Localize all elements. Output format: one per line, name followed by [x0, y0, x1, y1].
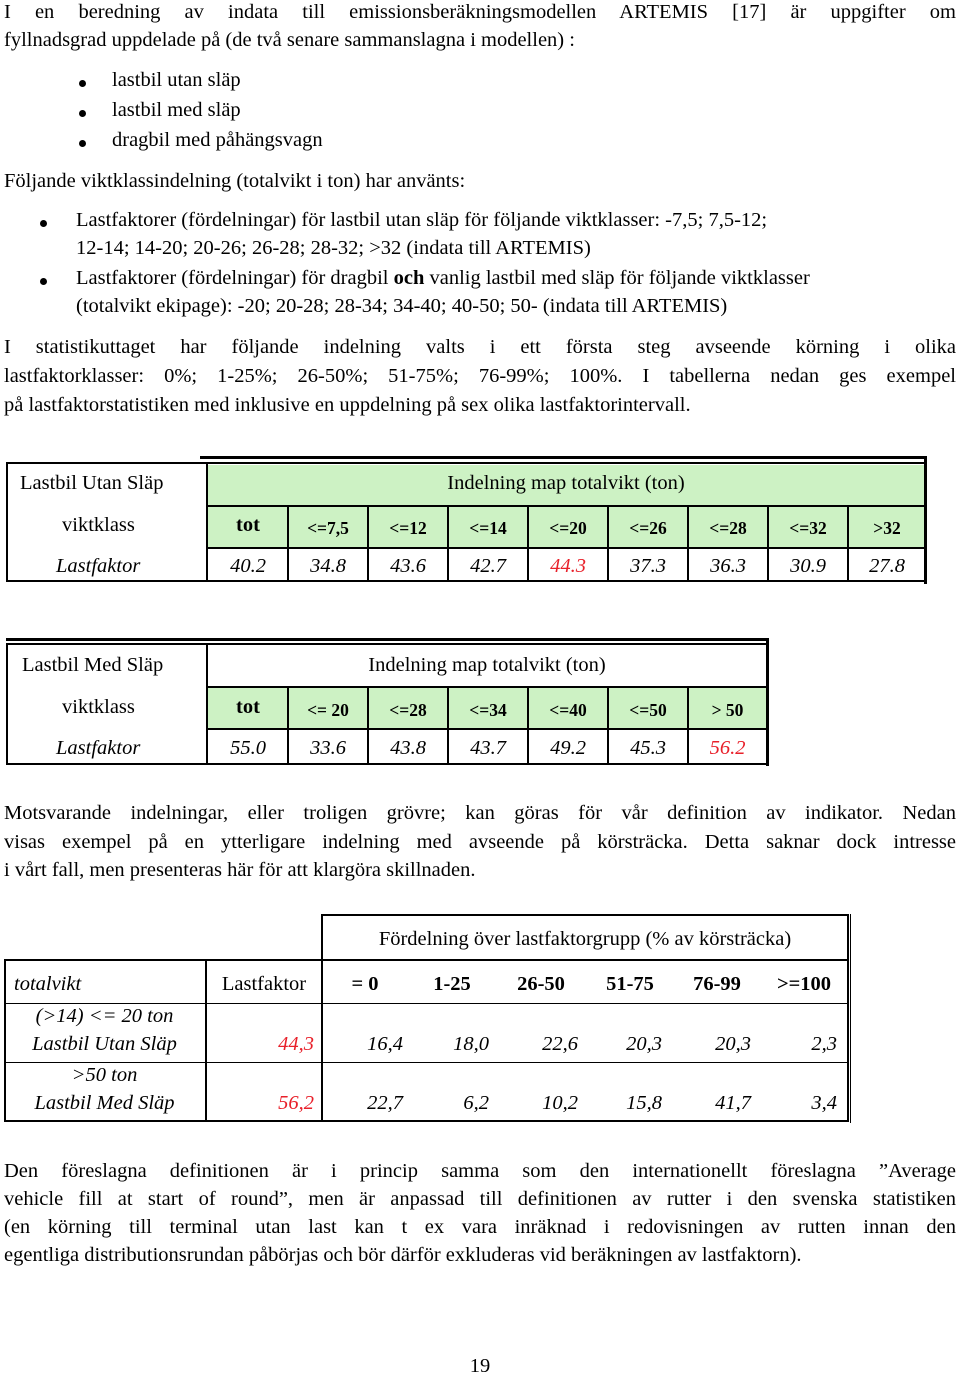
row-label-lastfaktor: Lastfaktor — [56, 555, 141, 577]
page-number: 19 — [469, 1355, 491, 1377]
table-cell: 22,7 — [367, 1092, 403, 1114]
row-label-viktklass: viktklass — [62, 696, 135, 718]
intro-line-1: I en beredning av indata till emissionsberäkningsmodellen ARTEMIS [17] är uppgifter om — [4, 1, 956, 23]
col-class: > 50 — [711, 700, 744, 720]
col-class: <=34 — [469, 700, 507, 720]
weight-bullet-1-line-1: Lastfaktorer (fördelningar) för lastbil utan släp för följande viktklasser: -7,5; 7,5-12; — [76, 209, 768, 231]
table-row-label: Lastbil Med Släp — [34, 1092, 175, 1114]
weight-bullet-1-line-2: 12-14; 14-20; 20-26; 26-28; 28-32; >32 (indata till ARTEMIS) — [76, 237, 591, 259]
col-tot: tot — [236, 696, 260, 718]
stat-paragraph-line-1: I statistikuttaget har följande indelning valts i ett första steg avseende körning i olika — [4, 336, 956, 358]
table-title: Lastbil Utan Släp — [20, 472, 164, 494]
col-lastfaktor: Lastfaktor — [221, 973, 307, 995]
final-paragraph-line-1: Den föreslagna definitionen är i princip samma som den internationellt föreslagna ”Average — [4, 1160, 956, 1182]
table-cell: 10,2 — [542, 1092, 578, 1114]
bullet-icon — [40, 278, 47, 285]
col-group: = 0 — [351, 973, 379, 995]
table-row-label: Lastbil Utan Släp — [32, 1033, 177, 1055]
text-run: vanlig lastbil med släp för följande viktklasser — [424, 267, 810, 289]
table-cell: 43.6 — [390, 555, 426, 577]
stat-paragraph-line-3: på lastfaktorstatistiken med inklusive en uppdelning på sex olika lastfaktorintervall. — [4, 394, 691, 416]
table-divider — [206, 686, 768, 688]
final-paragraph-line-2: vehicle fill at start of round”, men är anpassad till definitionen av rutter i den svenska statistiken — [4, 1188, 956, 1210]
col-class: <=32 — [789, 518, 827, 538]
table-cell: 40.2 — [230, 555, 266, 577]
weight-bullet-2-line-2: (totalvikt ekipage): -20; 20-28; 28-34; 34-40; 40-50; 50- (indata till ARTEMIS) — [76, 295, 728, 317]
col-class: >32 — [873, 518, 901, 538]
table-cell-highlight: 56.2 — [709, 737, 746, 759]
table-header: Indelning map totalvikt (ton) — [368, 654, 606, 676]
vehicle-list-item: lastbil utan släp — [112, 69, 241, 91]
table-cell-highlight: 56,2 — [278, 1092, 314, 1114]
table-cell: 45.3 — [630, 737, 666, 759]
table-cell: 41,7 — [715, 1092, 751, 1114]
bullet-icon — [79, 110, 86, 117]
table-cell: 30.9 — [790, 555, 826, 577]
table-cell: 33.6 — [310, 737, 346, 759]
vehicle-list-item: lastbil med släp — [112, 99, 241, 121]
mid-paragraph-line-2: visas exempel på en ytterligare indelning med avseende på körsträcka. Detta saknar dock intresse — [4, 831, 956, 853]
table-shadow — [200, 456, 927, 459]
table-cell: 6,2 — [463, 1092, 489, 1114]
table-cell: 20,3 — [715, 1033, 751, 1055]
row-label-viktklass: viktklass — [62, 514, 135, 536]
table-cell: 36.3 — [710, 555, 746, 577]
col-group: 26-50 — [517, 973, 565, 995]
table-cell: 18,0 — [453, 1033, 489, 1055]
text-run: Lastfaktorer (fördelningar) för dragbil — [76, 267, 394, 289]
col-group: >=100 — [776, 973, 832, 995]
mid-paragraph-line-1: Motsvarande indelningar, eller troligen grövre; kan göras för vår definition av indikator. Nedan — [4, 802, 956, 824]
col-class: <=7,5 — [307, 518, 349, 538]
table-row-label: (>14) <= 20 ton — [35, 1005, 174, 1027]
col-group: 76-99 — [693, 973, 741, 995]
table-cell: 16,4 — [367, 1033, 403, 1055]
table-header: Indelning map totalvikt (ton) — [447, 472, 685, 494]
table-cell: 22,6 — [542, 1033, 578, 1055]
table-divider — [206, 505, 926, 507]
table-cell: 55.0 — [230, 737, 266, 759]
bullet-icon — [40, 220, 47, 227]
table-divider — [850, 914, 851, 1123]
table-cell: 37.3 — [630, 555, 666, 577]
table-cell: 34.8 — [310, 555, 346, 577]
col-class: <=12 — [389, 518, 427, 538]
table-header: Fördelning över lastfaktorgrupp (% av körsträcka) — [378, 928, 792, 950]
table-cell: 43.7 — [470, 737, 506, 759]
row-label-lastfaktor: Lastfaktor — [56, 737, 141, 759]
vehicle-list-item: dragbil med påhängsvagn — [112, 129, 323, 151]
table-cell: 43.8 — [390, 737, 426, 759]
table-divider — [206, 547, 926, 549]
table-cell: 3,4 — [811, 1092, 837, 1114]
col-tot: tot — [236, 514, 260, 536]
table-divider — [4, 1062, 849, 1063]
table-divider — [205, 959, 207, 1122]
stat-paragraph-line-2: lastfaktorklasser: 0%; 1-25%; 26-50%; 51-75%; 76-99%; 100%. I tabellerna nedan ges exempel — [4, 365, 956, 387]
col-totalvikt: totalvikt — [14, 973, 82, 995]
final-paragraph-line-3: (en körning till terminal utan last kan t ex vara inräknad i redovisningen av rutten innan den — [4, 1216, 956, 1238]
col-class: <=50 — [629, 700, 667, 720]
table-cell: 27.8 — [869, 555, 905, 577]
table-cell-highlight: 44,3 — [278, 1033, 314, 1055]
final-paragraph-line-4: egentliga distributionsrundan påbörjas och bör därför exkluderas vid beräkningen av lastfaktorn). — [4, 1244, 802, 1266]
table-shadow — [766, 638, 769, 766]
table-title: Lastbil Med Släp — [22, 654, 164, 676]
weight-bullet-2-line-1 — [76, 264, 810, 292]
table-cell: 20,3 — [626, 1033, 662, 1055]
table-cell: 2,3 — [811, 1033, 837, 1055]
table-divider — [4, 1003, 849, 1004]
col-group: 51-75 — [606, 973, 654, 995]
col-group: 1-25 — [433, 973, 471, 995]
col-class: <=14 — [469, 518, 507, 538]
col-class: <=28 — [709, 518, 747, 538]
col-class: <=28 — [389, 700, 427, 720]
col-class: <=20 — [549, 518, 587, 538]
table-row-label: >50 ton — [71, 1064, 138, 1086]
col-class: <= 20 — [307, 700, 349, 720]
bullet-icon — [79, 140, 86, 147]
col-class: <=40 — [549, 700, 587, 720]
table-cell-highlight: 44.3 — [550, 555, 586, 577]
weight-intro: Följande viktklassindelning (totalvikt i ton) har använts: — [4, 170, 466, 192]
table-cell: 15,8 — [626, 1092, 662, 1114]
table-cell: 49.2 — [550, 737, 586, 759]
table-cell: 42.7 — [470, 555, 506, 577]
table-shadow — [6, 638, 769, 641]
intro-line-2: fyllnadsgrad uppdelade på (de två senare sammanslagna i modellen) : — [4, 29, 575, 51]
emphasis-och: och — [393, 267, 425, 289]
col-class: <=26 — [629, 518, 667, 538]
mid-paragraph-line-3: i vårt fall, men presenteras här för att klargöra skillnaden. — [4, 859, 476, 881]
bullet-icon — [79, 80, 86, 87]
table-divider — [206, 728, 768, 730]
